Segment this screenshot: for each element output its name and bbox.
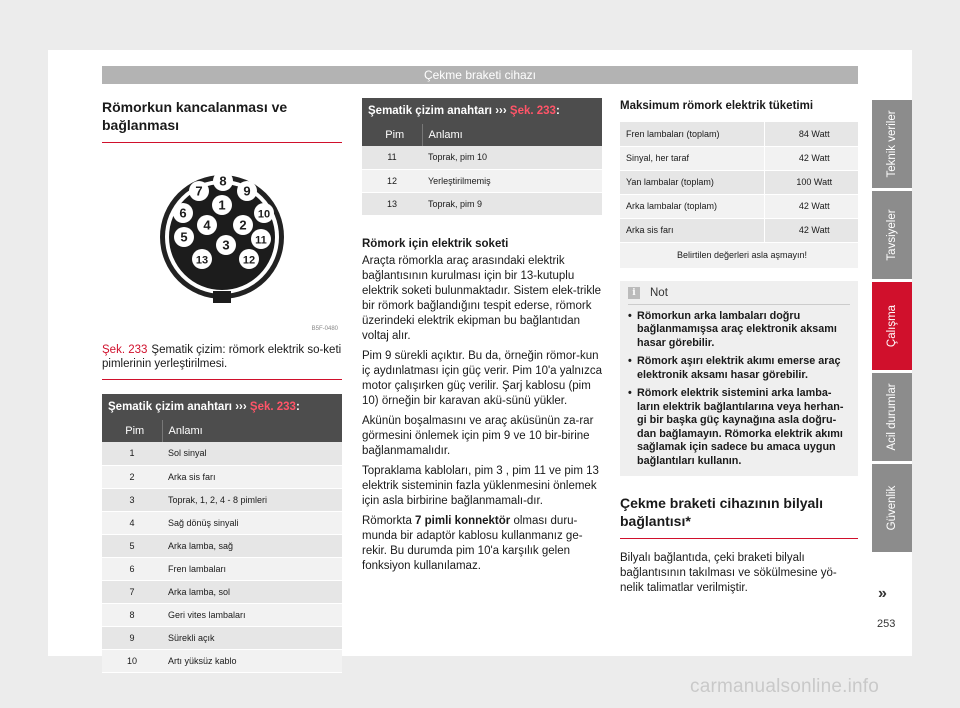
table-row (620, 122, 858, 146)
table-row (362, 169, 602, 192)
info-icon: i (628, 287, 640, 299)
socket-paragraph-5 (362, 514, 602, 574)
table-row (102, 603, 342, 626)
table-row (102, 557, 342, 580)
tab-label: Çalışma (886, 304, 898, 348)
caption-ref[interactable]: Şek. 233 (102, 344, 148, 356)
pin-label: 2 (239, 217, 247, 233)
pin-number: 4 (102, 511, 162, 534)
p5-end: olması duru-munda bir adaptör kablosu kullanmanız ge-rekir. Bu durumda pim 10'a karşılık gelen fonksiyon kullanılamaz. (362, 514, 583, 572)
pin-label: 13 (195, 254, 209, 267)
socket-paragraph-4: Topraklama kabloları, pim 3 , pim 11 ve pim 13 elektrik sisteminin fazla yüklenmesini önlemek için asla birbirine bağlanmamalı-dır. (362, 464, 599, 507)
table-row (620, 170, 858, 194)
power-label: Arka lambalar (toplam) (620, 194, 764, 218)
pin-label: 1 (218, 197, 226, 213)
table-row (102, 442, 342, 465)
note-header (628, 287, 850, 305)
pin-number: 3 (102, 488, 162, 511)
note-item: • Römork aşırı elektrik akımı emerse araç elektronik aksamı hasar görebilir. (628, 355, 850, 382)
pin-number: 8 (102, 603, 162, 626)
key1-colon: : (295, 401, 300, 413)
watermark: carmanualsonline.info (690, 676, 880, 697)
table-row (620, 146, 858, 170)
pin-meaning: Fren lambaları (162, 557, 342, 580)
key-table-1 (102, 394, 342, 673)
pin-number: 10 (102, 649, 162, 672)
power-value: 42 Watt (764, 218, 858, 242)
figure-code: B5F-0480 (311, 326, 338, 332)
table-row (102, 626, 342, 649)
key2-ref-link[interactable]: Şek. 233 (509, 105, 556, 117)
caption-text: Şematik çizim: römork elektrik so-keti pimlerinin yerleştirilmesi. (102, 344, 342, 370)
pin-meaning: Sol sinyal (162, 442, 342, 465)
pin-number: 6 (102, 557, 162, 580)
socket-diagram (102, 155, 342, 335)
socket-paragraph-1: Araçta römorkla araç arasındaki elektrik bağlantısının kurulması için bir 13-kutuplu elektrik soketi bulunmaktadır. Sistem elek-trikle bir römork bağlandığını tespit ederse, römork üzerindeki elektrik ekipman bu bağlantıdan voltaj alır. (362, 254, 602, 342)
table-row (102, 511, 342, 534)
power-label: Fren lambaları (toplam) (620, 122, 764, 146)
note-title: Not (650, 286, 668, 299)
socket-pin-diagram (102, 155, 342, 335)
power-label: Yan lambalar (toplam) (620, 170, 764, 194)
pin-meaning: Yerleştirilmemiş (422, 169, 602, 192)
pin-label: 6 (179, 205, 187, 221)
table-row (620, 218, 858, 242)
table-row (102, 534, 342, 557)
key1-heading-text: Şematik çizim anahtarı (108, 401, 232, 413)
pin-label: 7 (195, 183, 203, 199)
pin-label: 10 (257, 208, 271, 221)
pin-label: 9 (243, 183, 251, 199)
ball-joint-text: Bilyalı bağlantıda, çeki braketi bilyalı bağlantısının takılması ve sökülmesine yö-nelik talimatlar verilmiştir. (620, 552, 837, 594)
column-left (102, 98, 342, 673)
pin-label: 5 (180, 229, 188, 245)
table-row (620, 194, 858, 218)
power-value: 42 Watt (764, 194, 858, 218)
col-pim: Pim (102, 420, 162, 442)
col-meaning: Anlamı (422, 124, 602, 146)
pin-label: 4 (203, 217, 211, 233)
note-item: • Römork elektrik sistemini arka lamba-ların elektrik bağlantılarına veya herhan-gi bir başka güç kaynağına asla doğru-dan bağlamayın. Römorka elektrik akımı sağlamak için sadece bu amaca uygun bağlantıları kullanın. (628, 387, 850, 468)
pin-label: 3 (222, 237, 230, 253)
pin-meaning: Toprak, pim 9 (422, 192, 602, 215)
pin-number: 1 (102, 442, 162, 465)
key-table-2-heading (362, 98, 602, 124)
chapter-tabs (872, 100, 912, 555)
tab-3[interactable] (872, 282, 912, 370)
tab-label: Teknik veriler (886, 110, 898, 178)
power-value: 84 Watt (764, 122, 858, 146)
key-table-1-heading (102, 394, 342, 420)
pin-label: 11 (255, 234, 267, 247)
pin-meaning: Geri vites lambaları (162, 603, 342, 626)
column-right (620, 98, 858, 601)
table-row (362, 146, 602, 169)
pin-meaning: Toprak, 1, 2, 4 - 8 pimleri (162, 488, 342, 511)
key-table-1-grid (102, 420, 342, 673)
power-note: Belirtilen değerleri asla aşmayın! (620, 242, 858, 268)
pin-number: 5 (102, 534, 162, 557)
table-row (102, 580, 342, 603)
tab-label: Tavsiyeler (886, 209, 898, 261)
pin-number: 12 (362, 169, 422, 192)
p5-start: Römorkta (362, 514, 416, 527)
power-value: 100 Watt (764, 170, 858, 194)
power-heading: Maksimum römork elektrik tüketimi (620, 100, 814, 112)
tab-2[interactable] (872, 191, 912, 279)
key1-arrows: ››› (235, 401, 247, 413)
tab-4[interactable] (872, 373, 912, 461)
col-pim: Pim (362, 124, 422, 146)
pin-number: 13 (362, 192, 422, 215)
tab-label: Acil durumlar (886, 383, 898, 451)
key1-ref-link[interactable]: Şek. 233 (249, 401, 296, 413)
pin-meaning: Toprak, pim 10 (422, 146, 602, 169)
continue-arrow-icon: » (878, 585, 887, 602)
key-table-2 (362, 98, 602, 216)
pin-meaning: Sürekli açık (162, 626, 342, 649)
key2-heading-text: Şematik çizim anahtarı (368, 105, 492, 117)
section-title-ball-joint: Çekme braketi cihazının bilyalı bağlantısı* (620, 494, 858, 539)
tab-5[interactable] (872, 464, 912, 552)
power-label: Sinyal, her taraf (620, 146, 764, 170)
pin-number: 2 (102, 465, 162, 488)
pin-number: 11 (362, 146, 422, 169)
section-title-hitching: Römorkun kancalanması ve bağlanması (102, 98, 342, 143)
pin-meaning: Arka lamba, sağ (162, 534, 342, 557)
page-number: 253 (877, 618, 896, 630)
power-label: Arka sis farı (620, 218, 764, 242)
table-row (102, 649, 342, 672)
pin-number: 7 (102, 580, 162, 603)
note-item: • Römorkun arka lambaları doğru bağlanmamışsa araç elektronik aksamı hasar görebilir. (628, 310, 850, 351)
power-value: 42 Watt (764, 146, 858, 170)
socket-heading: Römork için elektrik soketi (362, 237, 509, 250)
figure-caption (102, 335, 342, 380)
pin-number: 9 (102, 626, 162, 649)
pin-meaning: Arka sis farı (162, 465, 342, 488)
pin-meaning: Artı yüksüz kablo (162, 649, 342, 672)
pin-label: 8 (219, 173, 227, 189)
col-meaning: Anlamı (162, 420, 342, 442)
power-table (620, 122, 858, 269)
page-header: Çekme braketi cihazı (102, 66, 858, 84)
pin-label: 12 (242, 254, 256, 267)
p5-bold: 7 pimli konnektör (415, 514, 511, 527)
key-table-2-grid (362, 124, 602, 216)
tab-1[interactable] (872, 100, 912, 188)
table-row (102, 488, 342, 511)
socket-paragraph-3: Akünün boşalmasını ve araç aküsünün za-rar görmesini önlemek için pim 9 ve 10 bir-birine bağlanmamalıdır. (362, 414, 594, 457)
note-box (620, 281, 858, 477)
column-middle (362, 98, 602, 579)
pin-meaning: Sağ dönüş sinyali (162, 511, 342, 534)
pin-meaning: Arka lamba, sol (162, 580, 342, 603)
key2-arrows: ››› (495, 105, 507, 117)
socket-paragraph-2: Pim 9 sürekli açıktır. Bu da, örneğin römor-kun iç aydınlatması için güç verir. Pim 10'a yalnızca motor çalışırken güç verilir. Şarj kablosu (pim 10) örneğin bir karavan akü-sünü yükler. (362, 349, 602, 407)
table-row (102, 465, 342, 488)
table-row (362, 192, 602, 215)
key2-colon: : (555, 105, 560, 117)
tab-label: Güvenlik (886, 485, 898, 531)
